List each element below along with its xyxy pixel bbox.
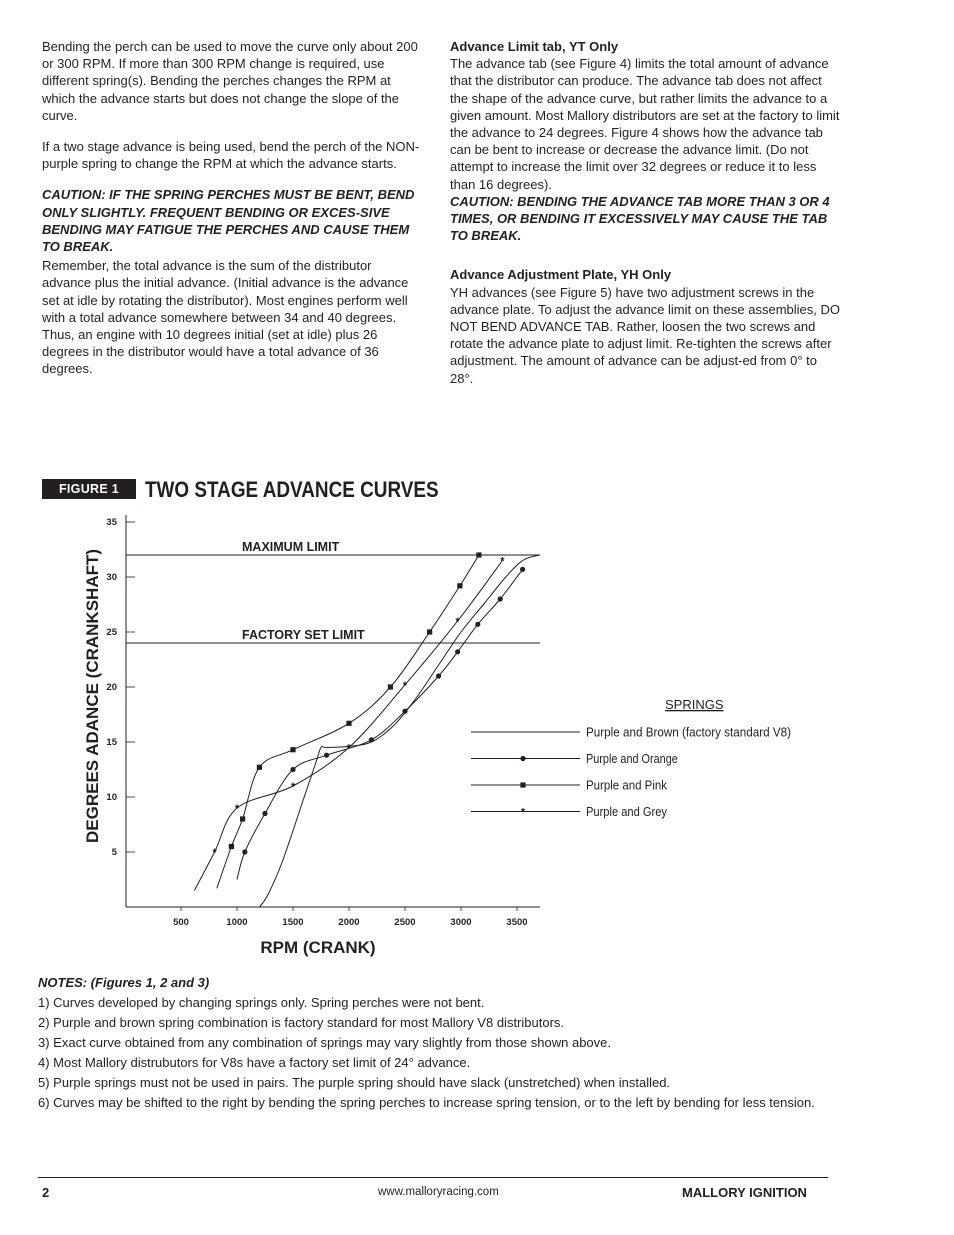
caution-advance-tab: CAUTION: BENDING THE ADVANCE TAB MORE THAN 3 OR 4 TIMES, OR BENDING IT EXCESSIVELY MAY CAUSE THE TAB TO BREAK. [450,193,830,244]
data-point-purple-and-grey: * [290,781,296,793]
heading-advance-limit-tab: Advance Limit tab, YT Only [450,39,619,54]
curve-purple-and-orange [234,569,523,879]
y-tick-label: 10 [106,792,117,803]
y-tick-label: 15 [106,737,117,748]
right-column [450,38,842,401]
data-point-purple-and-orange [498,596,503,601]
paragraph-perch-bending: Bending the perch can be used to move the curve only about 200 or 300 RPM. If more than 300 RPM change is required, use different spring(s). Bending the perches changes the RPM at which the advance starts but does not change the slope of the curve. [42,39,418,123]
data-point-purple-and-pink [240,816,245,821]
caution-perches: CAUTION: IF THE SPRING PERCHES MUST BE BENT, BEND ONLY SLIGHTLY. FREQUENT BENDING OR EXCES-SIVE BENDING MAY FATIGUE THE PERCHES AND CAUSE THEM TO BREAK. [42,187,415,255]
data-point-purple-and-orange [324,753,329,758]
legend-title: SPRINGS [665,697,724,712]
legend-marker [520,756,525,761]
notes-section [38,975,918,1113]
data-point-purple-and-orange [520,567,525,572]
note-item: 6) Curves may be shifted to the right by bending the spring perches to increase spring tension, or to the left by bending for less tension. [38,1095,815,1110]
x-tick-label: 2000 [338,917,360,928]
x-tick-label: 500 [173,917,189,928]
data-point-purple-and-orange [369,737,374,742]
note-item: 5) Purple springs must not be used in pairs. The purple spring should have slack (unstretched) when installed. [38,1075,671,1090]
notes-heading: NOTES: (Figures 1, 2 and 3) [38,975,210,990]
data-point-purple-and-grey: * [455,616,460,628]
data-point-purple-and-grey: * [402,679,408,692]
x-tick-label: 1000 [226,917,248,928]
page-number: 2 [42,1185,50,1200]
left-column [42,38,422,392]
data-point-purple-and-pink [229,844,234,849]
note-item: 4) Most Mallory distrubutors for V8s have a factory set limit of 24° advance. [38,1055,471,1070]
x-tick-label: 3000 [450,917,472,928]
data-point-purple-and-grey: * [500,555,505,568]
note-item: 3) Exact curve obtained from any combination of springs may vary slightly from those shown above. [38,1035,611,1050]
footer-divider [38,1177,828,1178]
data-point-purple-and-pink [257,765,262,770]
y-tick-label: 5 [111,847,117,858]
data-point-purple-and-grey: * [346,742,352,755]
factory-limit-label: FACTORY SET LIMIT [242,628,365,642]
data-point-purple-and-pink [388,684,393,689]
y-tick-label: 35 [106,517,117,528]
maximum-limit-label: MAXIMUM LIMIT [242,540,340,554]
figure-badge: FIGURE 1 [42,479,136,499]
x-tick-label: 3500 [506,917,528,928]
figure-title: TWO STAGE ADVANCE CURVES [145,477,439,502]
note-item: 1) Curves developed by changing springs only. Spring perches were not bent. [38,995,485,1010]
data-point-purple-and-pink [427,629,432,634]
data-point-purple-and-grey: * [234,803,240,815]
footer-brand: MALLORY IGNITION [682,1185,807,1200]
heading-adjustment-plate: Advance Adjustment Plate, YH Only [450,267,672,283]
y-tick-label: 20 [106,682,117,693]
note-item: 2) Purple and brown spring combination is factory standard for most Mallory V8 distributors. [38,1015,565,1030]
data-point-purple-and-grey: * [212,847,217,859]
y-axis-title: DEGREES ADANCE (CRANKSHAFT) [83,548,102,844]
data-point-purple-and-orange [436,673,441,678]
data-point-purple-and-orange [475,622,480,627]
y-tick-label: 30 [106,572,117,583]
data-point-purple-and-pink [290,747,295,752]
data-point-purple-and-pink [457,583,462,588]
x-tick-label: 2500 [394,917,416,928]
website-link[interactable]: www.malloryracing.com [378,1186,499,1198]
paragraph-advance-tab: The advance tab (see Figure 4) limits the total amount of advance that the distributor can produce. The advance tab does not affect the shape of the advance curve, but rather limits the advance to a given amount. Most Mallory distributors are set at the factory to limit the advance to 24 degrees. Figure 4 shows how the advance tab can be bent to increase or decrease the advance limit. (Do not attempt to increase the limit over 32 degrees or reduce it to less than 16 degrees). [450,56,840,192]
legend-label: Purple and Orange [586,751,678,766]
data-point-purple-and-orange [262,811,267,816]
advance-curve-chart [0,505,954,970]
data-point-purple-and-orange [402,709,407,714]
y-tick-label: 25 [106,627,117,638]
data-point-purple-and-pink [476,552,481,557]
paragraph-total-advance: Remember, the total advance is the sum of the distributor advance plus the initial advance. (Initial advance is the advance set at idle by rotating the distributor). Most engines perform well with a total advance somewhere between 34 and 40 degrees. Thus, an engine with 10 degrees initial (set at idle) plus 26 degrees in the distributor would have a total advance of 36 degrees. [42,258,409,377]
data-point-purple-and-orange [242,849,247,854]
legend-marker: * [520,806,526,819]
data-point-purple-and-orange [290,767,295,772]
legend-marker [520,782,525,787]
paragraph-two-stage: If a two stage advance is being used, bend the perch of the NON-purple spring to change the RPM at which the advance starts. [42,139,420,172]
x-axis-title: RPM (CRANK) [260,938,376,957]
legend-label: Purple and Brown (factory standard V8) [586,724,791,740]
legend-label: Purple and Grey [586,804,668,819]
curve-purple-and-brown-factory-standard-v8 [259,555,539,907]
legend-label: Purple and Pink [586,777,668,793]
x-tick-label: 1500 [282,917,304,928]
data-point-purple-and-pink [346,721,351,726]
paragraph-adjustment-plate: YH advances (see Figure 5) have two adjustment screws in the advance plate. To adjust the advance limit on these assemblies, DO NOT BEND ADVANCE TAB. Rather, loosen the two screws and rotate the advance plate to adjust limit. Re-tighten the screws after adjustment. The amount of advance can be adjust-ed from 0° to 28°. [450,284,840,386]
data-point-purple-and-orange [455,649,460,654]
